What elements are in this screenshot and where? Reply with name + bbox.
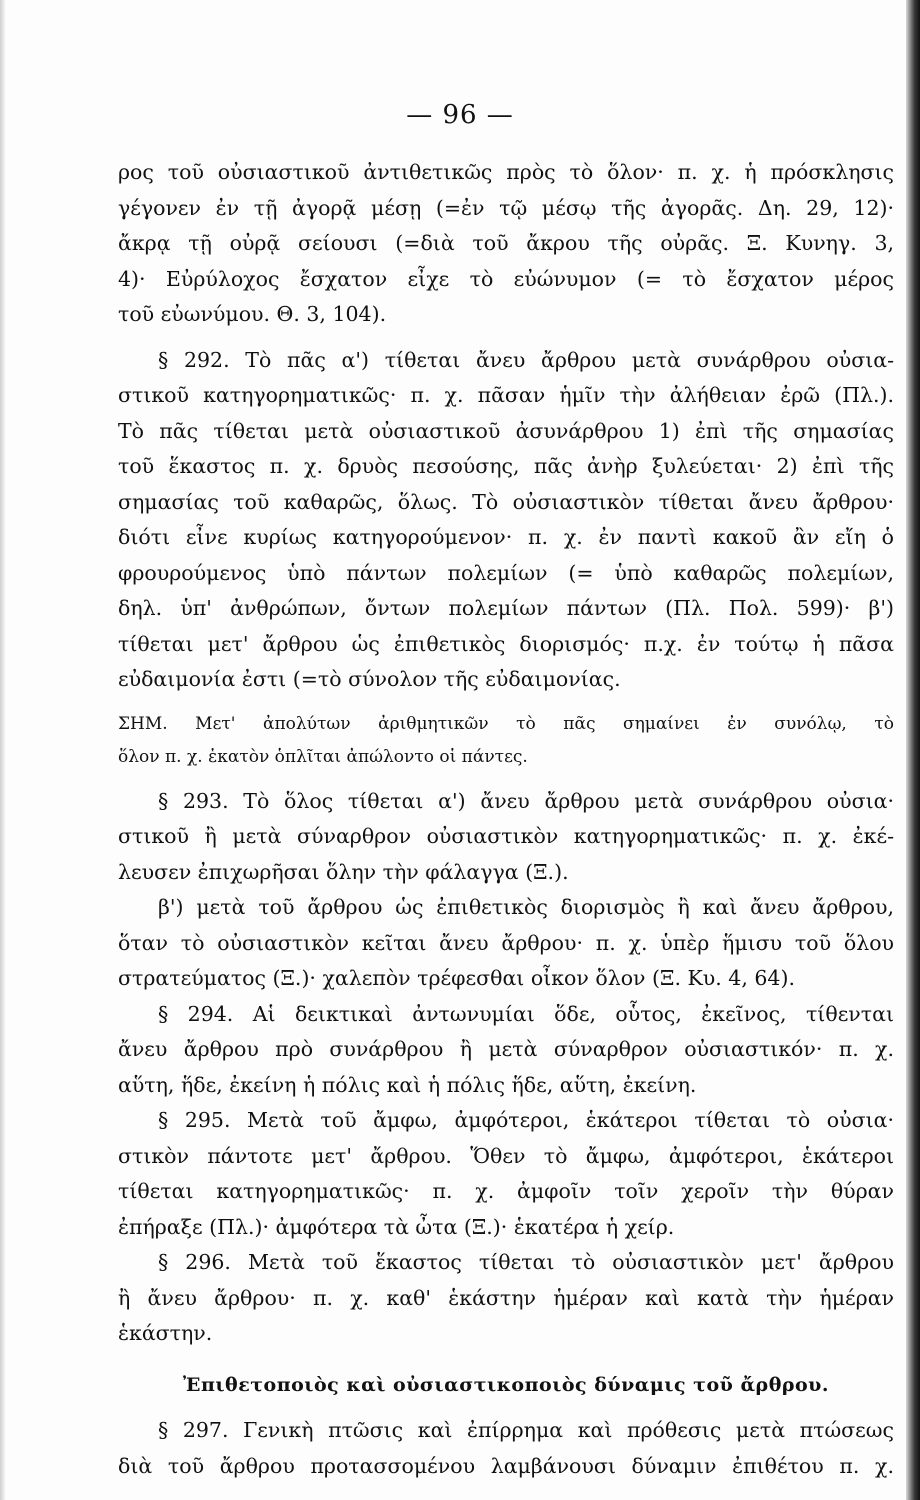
page-number: — 96 — bbox=[406, 100, 514, 130]
paragraph-intro bbox=[118, 155, 894, 333]
text-line: 4)· Εὐρύλοχος ἔσχατον εἶχε τὸ εὐώνυμον (= τὸ ἔσχατον μέρος bbox=[118, 266, 894, 291]
note-line: ΣΗΜ. Μετ' ἀπολύτων ἀριθμητικῶν τὸ πᾶς σημαίνει ἐν συνόλῳ, τὸ bbox=[118, 713, 894, 734]
page-left-edge bbox=[0, 0, 6, 1500]
text-line: ἄνευ ἄρθρου πρὸ συνάρθρου ἢ μετὰ σύναρθρον οὐσιαστικόν· π. χ. bbox=[118, 1037, 894, 1061]
section-heading-line: § 296. Μετὰ τοῦ ἕκαστος τίθεται τὸ οὐσιαστικὸν μετ' ἄρθρου bbox=[158, 1250, 894, 1274]
note-line: ὅλον π. χ. ἑκατὸν ὁπλῖται ἀπώλοντο οἱ πάντες. bbox=[118, 746, 528, 767]
paragraph-292 bbox=[118, 343, 894, 698]
section-heading-line: § 295. Μετὰ τοῦ ἄμφω, ἀμφότεροι, ἑκάτεροι τίθεται τὸ οὐσια· bbox=[158, 1108, 894, 1132]
text-line: τίθεται κατηγορηματικῶς· π. χ. ἀμφοῖν τοῖν χεροῖν τὴν θύραν bbox=[118, 1179, 894, 1203]
text-line: στικοῦ κατηγορηματικῶς· π. χ. πᾶσαν ἡμῖν τὴν ἀλήθειαν ἐρῶ (Πλ.). bbox=[118, 383, 894, 407]
section-heading-line: § 293. Τὸ ὅλος τίθεται α') ἄνευ ἄρθρου μετὰ συνάρθρου οὐσια· bbox=[158, 788, 894, 813]
text-line: τοῦ εὐωνύμου. Θ. 3, 104). bbox=[118, 302, 387, 326]
text-line: φρουρούμενος ὑπὸ πάντων πολεμίων (= ὑπὸ καθαρῶς πολεμίων, bbox=[118, 560, 894, 585]
section-heading-line: § 297. Γενικὴ πτῶσις καὶ ἐπίρρημα καὶ πρόθεσις μετὰ πτώσεως bbox=[158, 1418, 894, 1442]
text-line: ρος τοῦ οὐσιαστικοῦ ἀντιθετικῶς πρὸς τὸ ὅλον· π. χ. ἡ πρόσκλησις bbox=[118, 160, 894, 184]
text-line: στικοῦ ἢ μετὰ σύναρθρον οὐσιαστικὸν κατηγορηματικῶς· π. χ. ἐκέ- bbox=[118, 824, 894, 848]
page-body bbox=[118, 155, 894, 1484]
paragraph-293 bbox=[118, 784, 894, 997]
text-line: διὰ τοῦ ἄρθρου προτασσομένου λαμβάνουσι δύναμιν ἐπιθέτου π. χ. bbox=[118, 1453, 894, 1478]
text-line: β') μετὰ τοῦ ἄρθρου ὡς ἐπιθετικὸς διορισμὸς ἢ καὶ ἄνευ ἄρθρου, bbox=[158, 895, 894, 919]
text-line: ἄκρᾳ τῇ οὐρᾷ σείουσι (=διὰ τοῦ ἄκρου τῆς οὐρᾶς. Ξ. Κυνηγ. 3, bbox=[118, 231, 894, 255]
text-line: διότι εἶνε κυρίως κατηγορούμενον· π. χ. ἐν παντὶ κακοῦ ἂν εἴη ὁ bbox=[118, 525, 894, 549]
note-paragraph bbox=[118, 708, 894, 774]
text-line: Τὸ πᾶς τίθεται μετὰ οὐσιαστικοῦ ἀσυνάρθρου 1) ἐπὶ τῆς σημασίας bbox=[118, 418, 894, 443]
text-line: στρατεύματος (Ξ.)· χαλεπὸν τρέφεσθαι οἶκον ὅλον (Ξ. Κυ. 4, 64). bbox=[118, 966, 795, 990]
section-heading-line: § 292. Τὸ πᾶς α') τίθεται ἄνευ ἄρθρου μετὰ συνάρθρου οὐσια- bbox=[158, 347, 894, 372]
subsection-title: Ἐπιθετοποιὸς καὶ οὐσιαστικοποιὸς δύναμις τοῦ ἄρθρου. bbox=[183, 1373, 829, 1396]
text-line: λευσεν ἐπιχωρῆσαι ὅλην τὴν φάλαγγα (Ξ.). bbox=[118, 859, 569, 884]
text-line: σημασίας τοῦ καθαρῶς, ὅλως. Τὸ οὐσιαστικὸν τίθεται ἄνευ ἄρθρου· bbox=[118, 489, 894, 514]
text-line: αὕτη, ἥδε, ἐκείνη ἡ πόλις καὶ ἡ πόλις ἥδε, αὕτη, ἐκείνη. bbox=[118, 1072, 697, 1097]
paragraph-297 bbox=[118, 1413, 894, 1484]
paragraph-295 bbox=[118, 1103, 894, 1245]
text-line: στικὸν πάντοτε μετ' ἄρθρου. Ὅθεν τὸ ἄμφω, ἀμφότεροι, ἑκάτεροι bbox=[118, 1143, 894, 1168]
text-line: δηλ. ὑπ' ἀνθρώπων, ὄντων πολεμίων πάντων (Πλ. Πολ. 599)· β') bbox=[118, 596, 894, 620]
section-heading-line: § 294. Αἱ δεικτικαὶ ἀντωνυμίαι ὅδε, οὗτος, ἐκεῖνος, τίθενται bbox=[158, 1001, 894, 1026]
text-line: ἐπήραξε (Πλ.)· ἀμφότερα τὰ ὦτα (Ξ.)· ἑκατέρα ἡ χείρ. bbox=[118, 1214, 675, 1239]
text-line: ἢ ἄνευ ἄρθρου· π. χ. καθ' ἑκάστην ἡμέραν καὶ κατὰ τὴν ἡμέραν bbox=[118, 1285, 894, 1310]
subsection-heading bbox=[118, 1368, 894, 1404]
text-line: εὐδαιμονία ἐστι (=τὸ σύνολον τῆς εὐδαιμονίας. bbox=[118, 667, 621, 691]
text-line: ἑκάστην. bbox=[118, 1321, 213, 1345]
text-line: τίθεται μετ' ἄρθρου ὡς ἐπιθετικὸς διορισμός· π.χ. ἐν τούτῳ ἡ πᾶσα bbox=[118, 631, 894, 656]
text-line: γέγονεν ἐν τῇ ἀγορᾷ μέσῃ (=ἐν τῷ μέσῳ τῆς ἀγορᾶς. Δη. 29, 12)· bbox=[118, 195, 894, 220]
paragraph-294 bbox=[118, 997, 894, 1104]
page-right-edge-shadow bbox=[906, 0, 920, 1500]
text-line: τοῦ ἕκαστος π. χ. δρυὸς πεσούσης, πᾶς ἀνὴρ ξυλεύεται· 2) ἐπὶ τῆς bbox=[118, 454, 894, 478]
paragraph-296 bbox=[118, 1245, 894, 1352]
text-line: ὅταν τὸ οὐσιαστικὸν κεῖται ἄνευ ἄρθρου· π. χ. ὑπὲρ ἥμισυ τοῦ ὅλου bbox=[118, 930, 894, 955]
